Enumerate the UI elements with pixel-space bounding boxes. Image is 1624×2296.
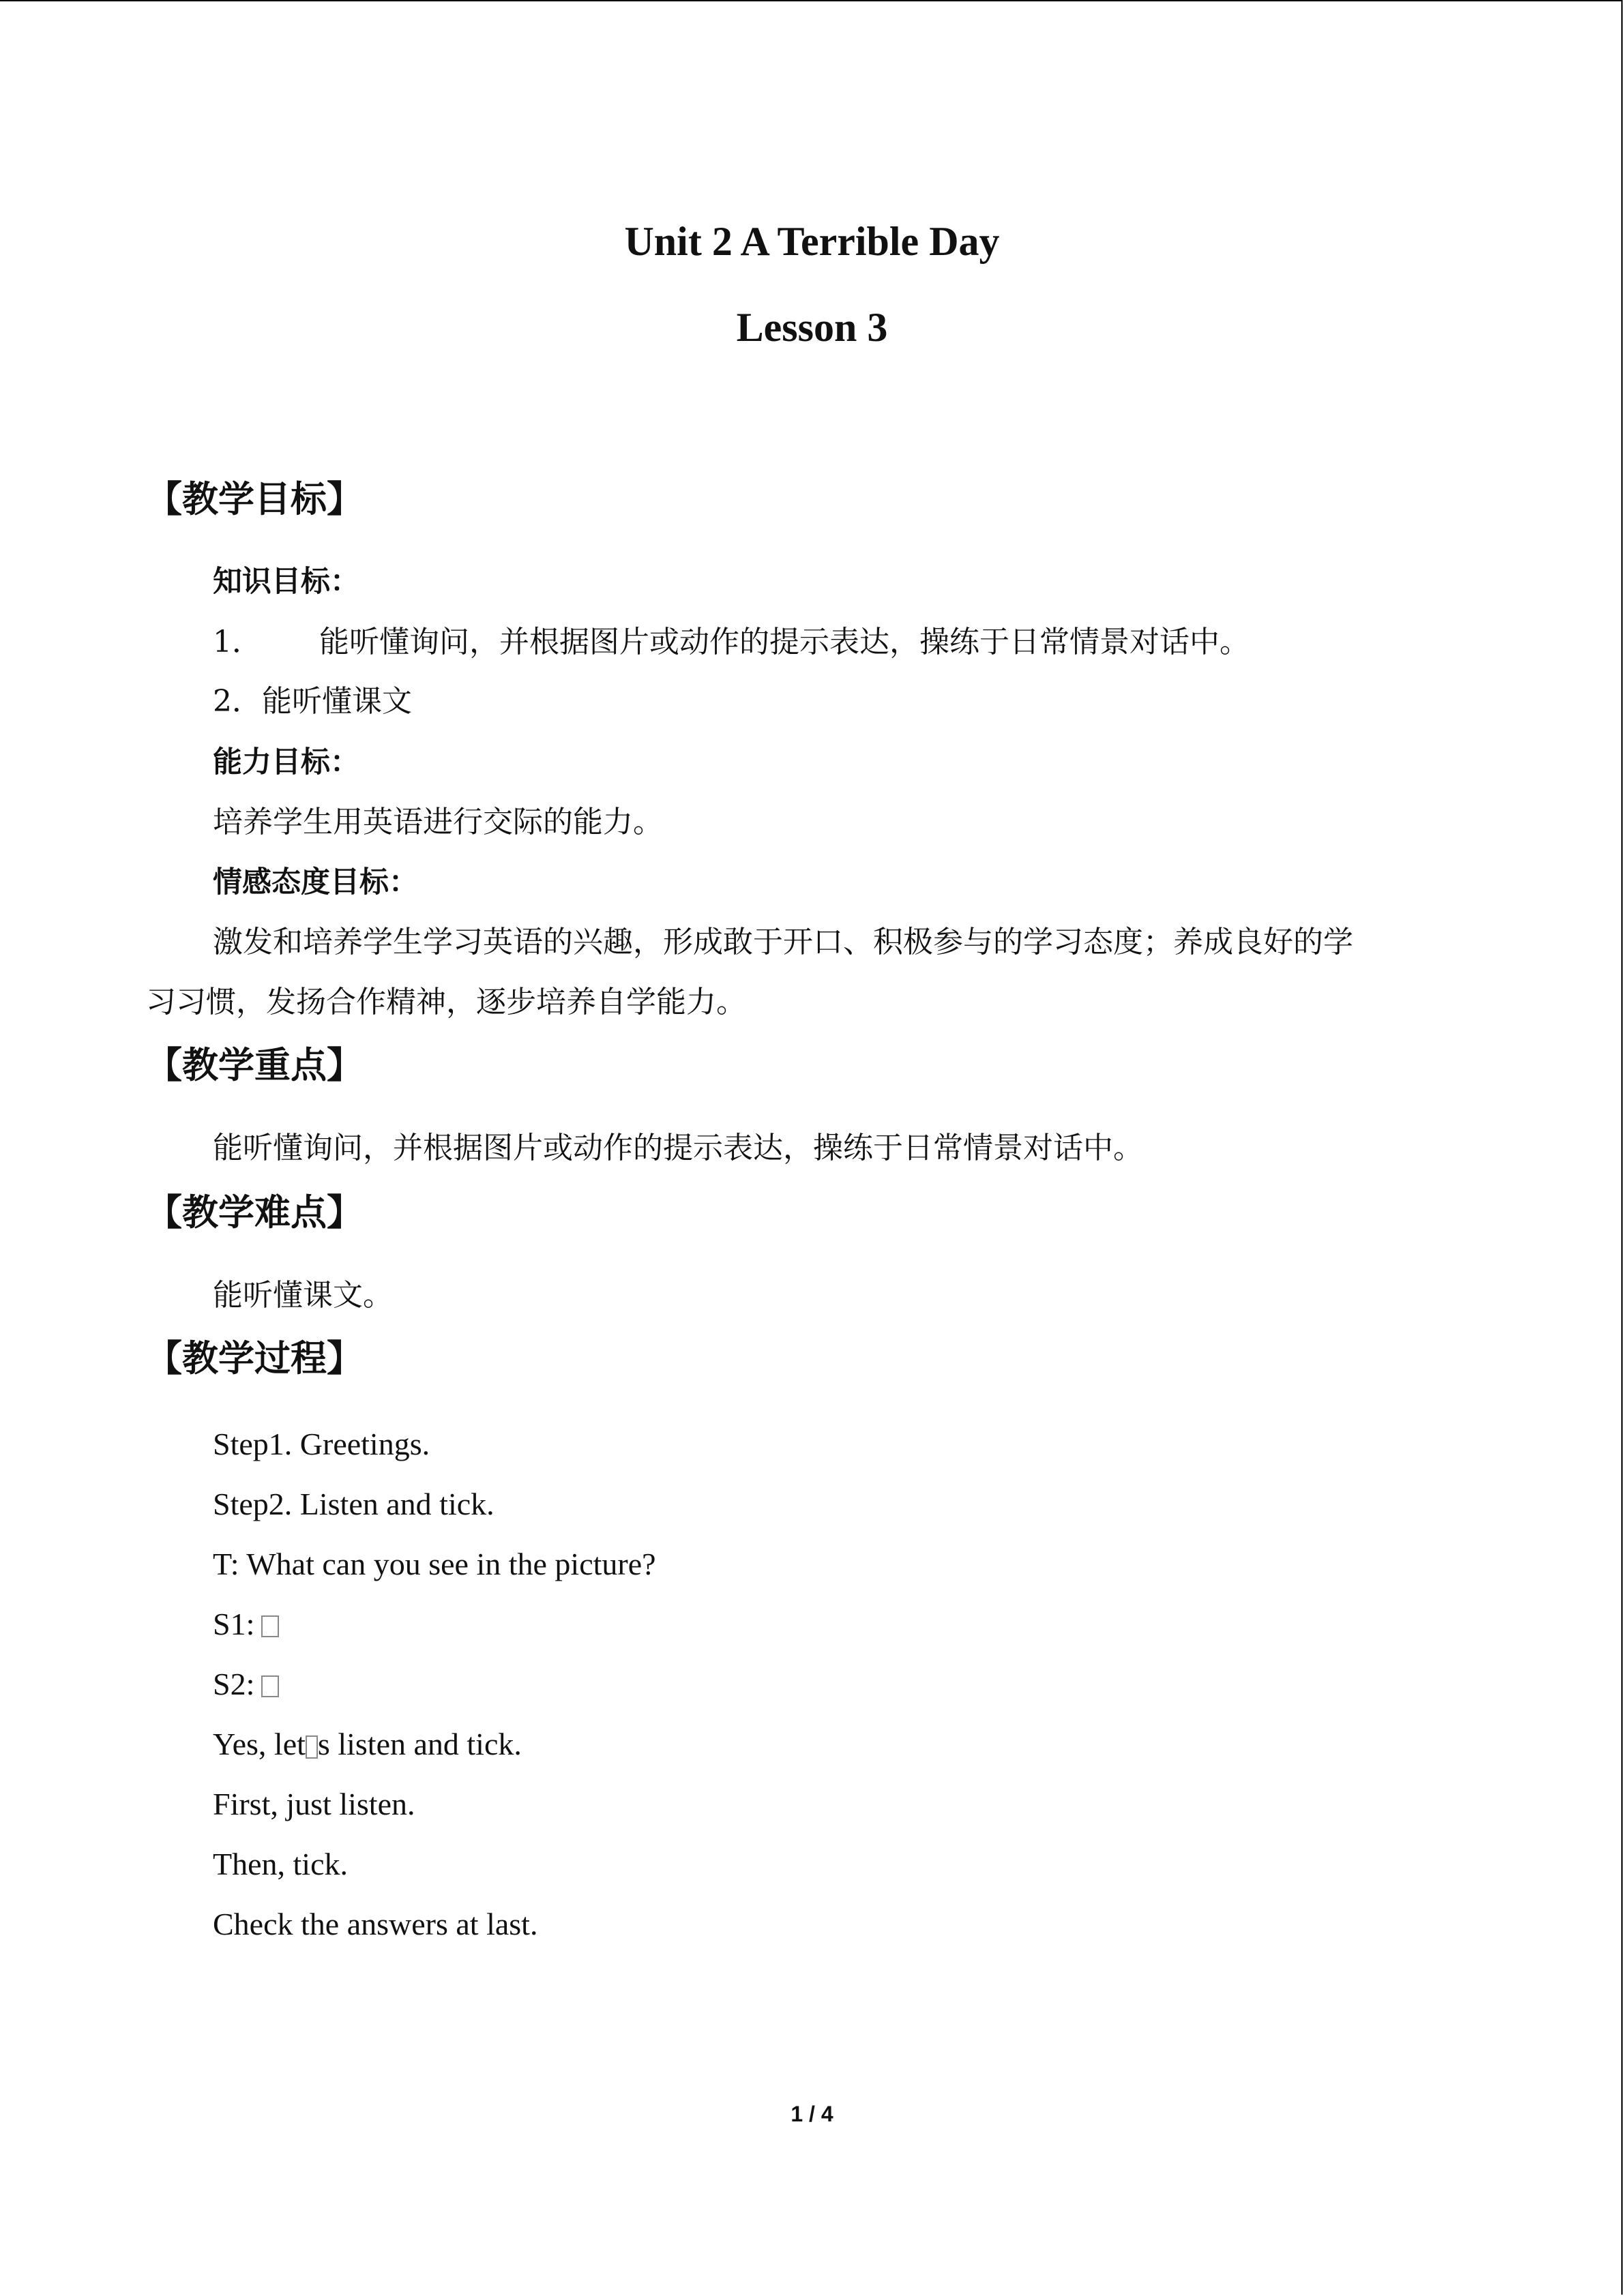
- knowledge-item-2: [213, 684, 412, 719]
- knowledge-objective-label: 知识目标：: [213, 565, 359, 599]
- key-points-text: 能听懂询问，并根据图片或动作的提示表达，操练于日常情景对话中。: [213, 1131, 1143, 1165]
- ability-objective-label: 能力目标：: [213, 745, 359, 779]
- heading-objectives: 【教学目标】: [146, 479, 363, 520]
- page-number: 1 / 4: [791, 2102, 833, 2126]
- student2-label: S2:: [213, 1667, 255, 1701]
- emotion-objective-text-line2: 习习惯，发扬合作精神，逐步培养自学能力。: [146, 985, 746, 1019]
- emotion-objective-label: 情感态度目标：: [213, 865, 418, 899]
- heading-difficulties: 【教学难点】: [146, 1192, 363, 1234]
- lesson-title: Lesson 3: [736, 305, 888, 350]
- teacher-question: T: What can you see in the picture?: [213, 1547, 656, 1581]
- missing-glyph-icon: [306, 1735, 318, 1759]
- yes-listen-part1: Yes, let: [213, 1727, 306, 1761]
- check-answers-line: Check the answers at last.: [213, 1907, 538, 1941]
- placeholder-box-icon: [261, 1615, 279, 1637]
- item-number: 2．: [213, 684, 262, 719]
- item-text: 能听懂询问，并根据图片或动作的提示表达，操练于日常情景对话中。: [319, 625, 1250, 659]
- document-title: Unit 2 A Terrible Day: [624, 219, 1000, 264]
- step2-text: Step2. Listen and tick.: [213, 1487, 494, 1521]
- placeholder-box-icon: [261, 1675, 279, 1697]
- student1-line: [213, 1609, 279, 1640]
- knowledge-item-1: [213, 627, 1250, 657]
- student2-line: [213, 1669, 279, 1700]
- heading-key-points: 【教学重点】: [146, 1045, 363, 1086]
- difficulties-text: 能听懂课文。: [213, 1278, 393, 1313]
- ability-objective-text: 培养学生用英语进行交际的能力。: [213, 805, 663, 839]
- item-text: 能听懂课文: [262, 684, 412, 719]
- step1-text: Step1. Greetings.: [213, 1427, 430, 1461]
- first-listen-line: First, just listen.: [213, 1787, 415, 1821]
- emotion-objective-text-line1: 激发和培养学生学习英语的兴趣，形成敢于开口、积极参与的学习态度；养成良好的学: [213, 925, 1353, 959]
- then-tick-line: Then, tick.: [213, 1847, 348, 1881]
- student1-label: S1:: [213, 1607, 255, 1641]
- yes-listen-part2: s listen and tick.: [317, 1727, 522, 1761]
- heading-process: 【教学过程】: [146, 1338, 363, 1380]
- item-number: 1．: [213, 625, 262, 659]
- yes-listen-line: [213, 1729, 522, 1760]
